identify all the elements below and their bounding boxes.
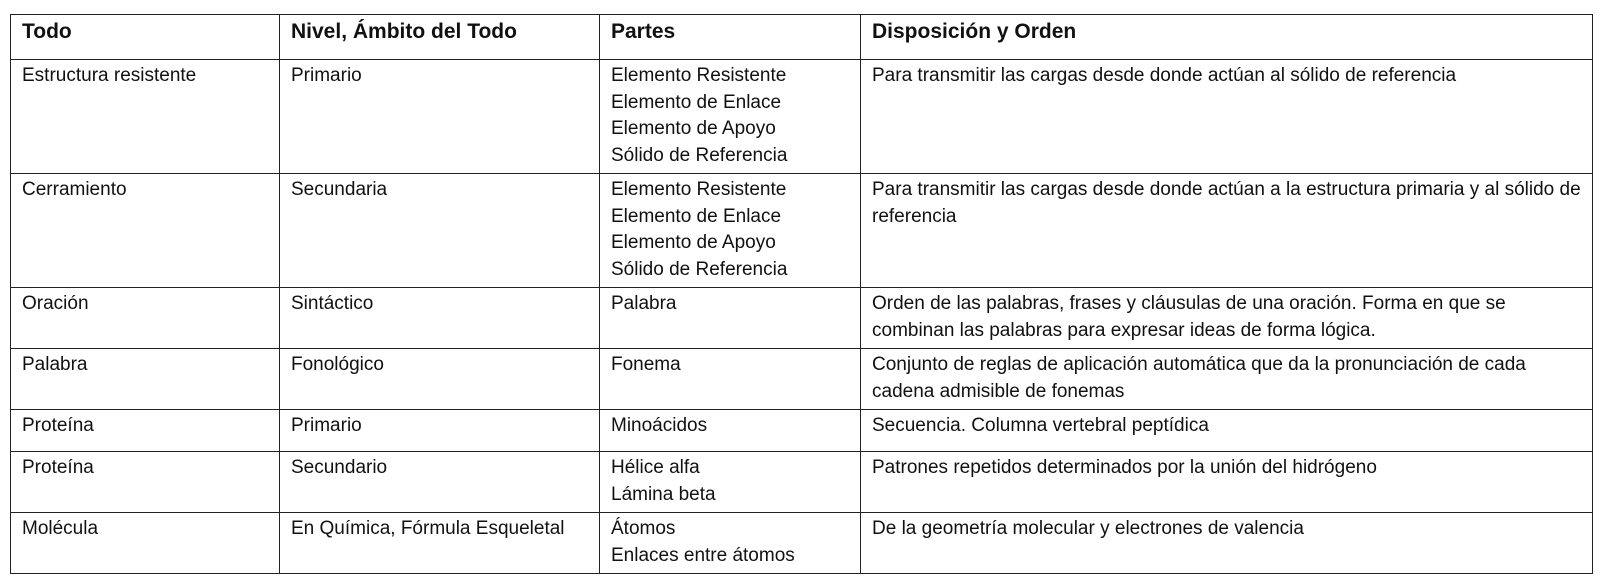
cell-todo: Proteína — [11, 452, 280, 513]
cell-todo: Proteína — [11, 410, 280, 452]
cell-partes — [600, 174, 861, 288]
parte-item: Minoácidos — [611, 415, 708, 436]
cell-partes — [600, 410, 861, 452]
cell-nivel: En Química, Fórmula Esqueletal — [280, 513, 600, 574]
cell-partes — [600, 452, 861, 513]
cell-partes — [600, 60, 861, 174]
cell-disposicion: Para transmitir las cargas desde donde actúan al sólido de referencia — [861, 60, 1593, 174]
data-table — [10, 14, 1593, 574]
table-container — [10, 14, 1592, 574]
cell-disposicion: De la geometría molecular y electrones de valencia — [861, 513, 1593, 574]
cell-disposicion: Para transmitir las cargas desde donde actúan a la estructura primaria y al sólido de referencia — [861, 174, 1593, 288]
parte-item: Palabra — [611, 293, 677, 314]
parte-item: Átomos — [611, 518, 676, 539]
cell-partes — [600, 349, 861, 410]
cell-todo: Molécula — [11, 513, 280, 574]
table-row — [11, 174, 1593, 288]
cell-disposicion: Secuencia. Columna vertebral peptídica — [861, 410, 1593, 452]
cell-todo: Oración — [11, 288, 280, 349]
cell-nivel: Sintáctico — [280, 288, 600, 349]
cell-nivel: Fonológico — [280, 349, 600, 410]
table-row — [11, 513, 1593, 574]
parte-item: Sólido de Referencia — [611, 258, 788, 280]
header-row — [11, 15, 1593, 60]
header-partes: Partes — [600, 15, 861, 60]
parte-item: Enlaces entre átomos — [611, 544, 795, 566]
cell-nivel: Primario — [280, 410, 600, 452]
parte-item: Elemento Resistente — [611, 179, 787, 200]
table-row — [11, 452, 1593, 513]
parte-item: Elemento Resistente — [611, 65, 787, 86]
header-disposicion: Disposición y Orden — [861, 15, 1593, 60]
header-nivel: Nivel, Ámbito del Todo — [280, 15, 600, 60]
cell-nivel: Secundaria — [280, 174, 600, 288]
table-body — [11, 60, 1593, 574]
cell-partes — [600, 513, 861, 574]
cell-nivel: Secundario — [280, 452, 600, 513]
table-row — [11, 410, 1593, 452]
cell-todo: Estructura resistente — [11, 60, 280, 174]
header-todo: Todo — [11, 15, 280, 60]
cell-partes — [600, 288, 861, 349]
cell-disposicion: Patrones repetidos determinados por la unión del hidrógeno — [861, 452, 1593, 513]
cell-todo: Cerramiento — [11, 174, 280, 288]
table-row — [11, 60, 1593, 174]
parte-item: Elemento de Enlace — [611, 205, 782, 227]
parte-item: Elemento de Enlace — [611, 91, 782, 113]
parte-item: Elemento de Apoyo — [611, 232, 776, 253]
table-row — [11, 288, 1593, 349]
cell-disposicion: Conjunto de reglas de aplicación automática que da la pronunciación de cada cadena admisible de fonemas — [861, 349, 1593, 410]
parte-item: Fonema — [611, 354, 681, 375]
cell-nivel: Primario — [280, 60, 600, 174]
table-row — [11, 349, 1593, 410]
cell-disposicion: Orden de las palabras, frases y cláusulas de una oración. Forma en que se combinan las palabras para expresar ideas de forma lógica. — [861, 288, 1593, 349]
table-header — [11, 15, 1593, 60]
parte-item: Hélice alfa — [611, 457, 700, 478]
parte-item: Elemento de Apoyo — [611, 118, 776, 139]
parte-item: Sólido de Referencia — [611, 144, 788, 166]
parte-item: Lámina beta — [611, 483, 716, 505]
cell-todo: Palabra — [11, 349, 280, 410]
